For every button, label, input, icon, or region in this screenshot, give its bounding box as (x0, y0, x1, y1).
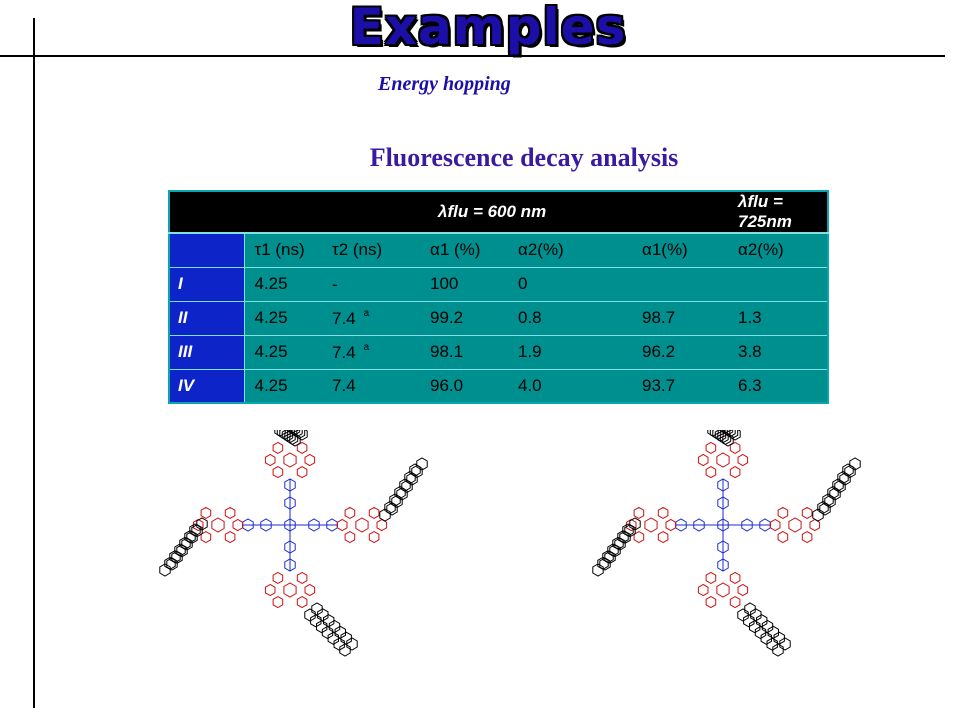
alpha2-725-value: 1.3 (730, 301, 828, 335)
wavelength-header-row (169, 191, 828, 233)
dendron-ring (201, 507, 211, 518)
dendron-ring (265, 455, 275, 466)
dendron-ring (698, 585, 708, 596)
dendron-ring (706, 572, 716, 583)
dendron-ring (730, 597, 740, 608)
dendron-ring (369, 507, 379, 518)
chromophore-ring (773, 644, 783, 656)
dendron-ring (634, 507, 644, 518)
table-row (169, 267, 828, 301)
chromophore-ring (329, 621, 339, 633)
tau2-value: - (322, 267, 418, 301)
table-row (169, 301, 828, 335)
col-alpha1-600: α1 (%) (418, 233, 518, 267)
dendron-ring (730, 572, 740, 583)
dendron-ring (297, 467, 307, 478)
alpha2-600-value: 4.0 (518, 369, 642, 403)
tau1-value: 4.25 (244, 369, 322, 403)
col-tau2: τ2 (ns) (322, 233, 418, 267)
chromophore-ring (311, 615, 321, 627)
dendron-ring (706, 467, 716, 478)
dendron-ring (345, 532, 355, 543)
header-600nm (418, 191, 730, 233)
alpha2-725-value: 3.8 (730, 335, 828, 369)
chromophore-ring (751, 609, 761, 621)
dendron-ring (273, 572, 283, 583)
dendron-ring (265, 585, 275, 596)
tau1-value: 4.25 (244, 267, 322, 301)
dendron-ring (802, 532, 812, 543)
chromophore-ring (768, 626, 778, 638)
chromophore-ring (328, 632, 338, 644)
dendron-ring (225, 507, 235, 518)
dendron-ring (305, 455, 315, 466)
dendron-ring (706, 597, 716, 608)
header-725nm (730, 191, 828, 233)
dendron-ring (305, 585, 315, 596)
dendron-ring (658, 507, 668, 518)
row-label: III (169, 335, 244, 369)
lambda-600-label: λflu = 600 nm (438, 202, 547, 221)
tau1-value: 4.25 (244, 335, 322, 369)
chromophore-ring (774, 632, 784, 644)
dendron-ring (273, 597, 283, 608)
dendron-ring (297, 597, 307, 608)
dendron-ring (789, 518, 801, 532)
dendron-ring (770, 520, 780, 531)
alpha1-600-value: 96.0 (418, 369, 518, 403)
dendron-ring (273, 442, 283, 453)
tau1-value: 4.25 (244, 301, 322, 335)
alpha1-725-value: 96.2 (642, 335, 730, 369)
dendron-ring (658, 532, 668, 543)
tau2-value: 7.4 $^a$ (322, 335, 418, 369)
chromophore-ring (755, 627, 765, 639)
dendron-ring (778, 532, 788, 543)
alpha2-725-value (730, 267, 828, 301)
chromophore-ring (744, 615, 754, 627)
alpha1-600-value: 98.1 (418, 335, 518, 369)
dendron-ring (717, 453, 729, 467)
col-alpha2-725: α2(%) (730, 233, 828, 267)
chromophore-ring (745, 603, 755, 615)
lambda-725-label: λflu = 725nm (738, 192, 792, 231)
dendron-ring (212, 518, 224, 532)
dendron-ring (369, 532, 379, 543)
chromophore-ring (761, 632, 771, 644)
slide-subtitle: Energy hopping (378, 73, 511, 95)
fluorescence-decay-table (168, 190, 829, 404)
molecule-right-structure (578, 430, 868, 670)
chromophore-ring (317, 621, 327, 633)
alpha2-600-value: 0 (518, 267, 642, 301)
chromophore-ring (340, 644, 350, 656)
dendron-ring (645, 518, 657, 532)
chromophore-ring (341, 632, 351, 644)
corner-cell (169, 233, 244, 267)
dendron-ring (297, 572, 307, 583)
row-label: II (169, 301, 244, 335)
tau2-value: 7.4 (322, 369, 418, 403)
chromophore-ring (334, 638, 344, 650)
dendron-ring (337, 520, 347, 531)
dendron-ring (273, 467, 283, 478)
chromophore-ring (757, 615, 767, 627)
alpha1-725-value (642, 267, 730, 301)
chromophore-ring (324, 615, 334, 627)
chromophore-ring (347, 638, 357, 650)
column-header-row (169, 233, 828, 267)
dendron-ring (356, 518, 368, 532)
col-alpha1-725: α1(%) (642, 233, 730, 267)
table-row (169, 369, 828, 403)
dendron-ring (717, 583, 729, 597)
chromophore-ring (305, 609, 315, 621)
chromophore-ring (738, 609, 748, 621)
alpha2-725-value: 6.3 (730, 369, 828, 403)
dendron-ring (738, 455, 748, 466)
chromophore-ring (335, 626, 345, 638)
alpha1-725-value: 98.7 (642, 301, 730, 335)
chromophore-ring (780, 638, 790, 650)
dendron-ring (225, 532, 235, 543)
alpha1-600-value: 99.2 (418, 301, 518, 335)
dendron-ring (284, 453, 296, 467)
vertical-rule (33, 18, 35, 708)
dendron-ring (802, 507, 812, 518)
col-alpha2-600: α2(%) (518, 233, 642, 267)
dendron-ring (706, 442, 716, 453)
alpha1-600-value: 100 (418, 267, 518, 301)
chromophore-ring (318, 609, 328, 621)
dendron-ring (233, 520, 243, 531)
col-tau1: τ1 (ns) (244, 233, 322, 267)
molecule-left-structure (145, 430, 435, 670)
dendron-ring (738, 585, 748, 596)
dendron-ring (778, 507, 788, 518)
chromophore-ring (767, 638, 777, 650)
dendron-ring (698, 455, 708, 466)
chromophore-ring (750, 621, 760, 633)
dendron-ring (284, 583, 296, 597)
chromophore-ring (312, 603, 322, 615)
alpha2-600-value: 1.9 (518, 335, 642, 369)
tau2-value: 7.4 $^a$ (322, 301, 418, 335)
chromophore-ring (322, 627, 332, 639)
chromophore-ring (762, 621, 772, 633)
dendron-ring (666, 520, 676, 531)
table-heading: Fluorescence decay analysis (369, 143, 679, 172)
table-row (169, 335, 828, 369)
row-label: I (169, 267, 244, 301)
row-label: IV (169, 369, 244, 403)
slide-title: Examples (349, 0, 627, 56)
dendron-ring (345, 507, 355, 518)
dendron-ring (730, 467, 740, 478)
alpha2-600-value: 0.8 (518, 301, 642, 335)
alpha1-725-value: 93.7 (642, 369, 730, 403)
